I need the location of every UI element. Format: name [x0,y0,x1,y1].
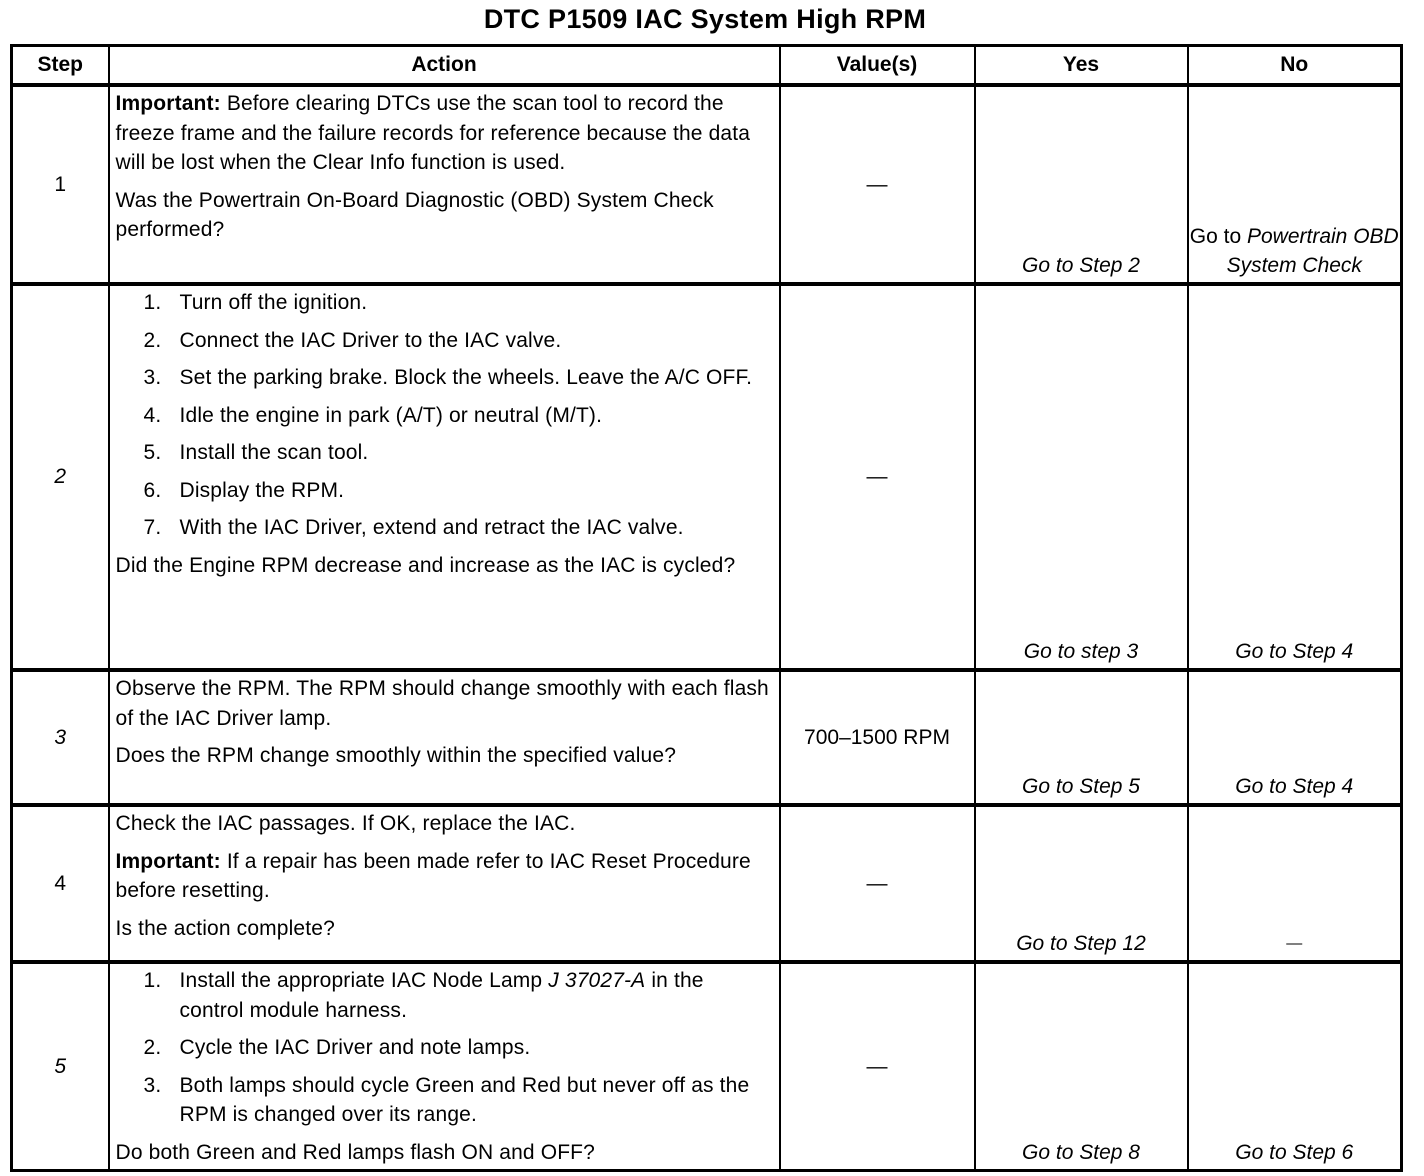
list-item: 1. Install the appropriate IAC Node Lamp J 37027-A in the control module harness. [143,969,704,1022]
list-item: 7. With the IAC Driver, extend and retract the IAC valve. [143,516,684,539]
no-cell: Go to Step 4 [1188,670,1402,805]
value-cell: — [780,284,975,670]
header-values: Value(s) [780,46,975,86]
table-row [12,962,1402,1171]
list-item: 2. Cycle the IAC Driver and note lamps. [143,1036,531,1059]
step-instruction: Observe the RPM. The RPM should change smoothly with each flash of the IAC Driver lamp. [115,677,769,730]
page-title: DTC P1509 IAC System High RPM [483,4,927,34]
list-item: 2. Connect the IAC Driver to the IAC valve. [143,328,562,352]
no-link: Powertrain OBD System Check [1226,225,1399,277]
important-note [116,847,773,906]
no-cell [1188,85,1402,284]
list-item: 1. Turn off the ignition. [143,291,368,314]
header-no: No [1188,46,1402,86]
header-action: Action [109,46,780,86]
step-question: Is the action complete? [115,916,335,940]
step-question: Do both Green and Red lamps flash ON and OFF? [115,1140,595,1164]
action-cell [109,85,780,284]
procedure-list [116,288,773,543]
table-row [12,670,1402,805]
list-item: 5. Install the scan tool. [143,441,369,464]
no-prefix: Go to [1189,225,1247,248]
action-cell [109,670,780,805]
no-cell [1188,805,1402,962]
important-text: If a repair has been made refer to IAC Reset Procedure before resetting. [115,849,751,902]
step-instruction: Check the IAC passages. If OK, replace the IAC. [115,812,576,835]
step-question: Does the RPM change smoothly within the specified value? [115,744,677,767]
yes-cell: Go to Step 8 [975,962,1188,1171]
step-number: 3 [12,670,109,805]
value-cell: — [780,962,975,1171]
step-number: 5 [12,962,109,1171]
list-item: 6. Display the RPM. [143,478,345,502]
important-note [116,89,773,178]
step-question: Did the Engine RPM decrease and increase as the IAC is cycled? [115,553,736,577]
header-step: Step [12,46,109,86]
action-cell [109,962,780,1171]
yes-cell: Go to Step 2 [975,85,1188,284]
tool-number: J 37027-A [548,969,646,992]
yes-cell: Go to Step 5 [975,670,1188,805]
no-cell: Go to Step 6 [1188,962,1402,1171]
step-question: Was the Powertrain On-Board Diagnostic (OBD) System Check performed? [115,188,714,241]
list-item: 3. Both lamps should cycle Green and Red but never off as the RPM is changed over its range. [143,1073,750,1126]
yes-cell: Go to Step 12 [975,805,1188,962]
action-cell [109,284,780,670]
value-cell: — [780,85,975,284]
list-item: 4. Idle the engine in park (A/T) or neutral (M/T). [143,403,603,427]
important-text: Before clearing DTCs use the scan tool to record the freeze frame and the failure records for reference because the data will be lost when the Clear Info function is used. [115,92,751,174]
yes-cell: Go to step 3 [975,284,1188,670]
header-row [12,46,1402,86]
no-dash: — [1286,935,1303,952]
list-item: 3. Set the parking brake. Block the wheels. Leave the A/C OFF. [143,366,753,389]
action-cell [109,805,780,962]
important-label: Important: [115,849,221,873]
diagnostic-table [10,44,1403,1172]
no-cell: Go to Step 4 [1188,284,1402,670]
step-number: 2 [12,284,109,670]
header-yes: Yes [975,46,1188,86]
value-cell: — [780,805,975,962]
value-cell: 700–1500 RPM [780,670,975,805]
procedure-list [116,966,773,1130]
step-number: 4 [12,805,109,962]
table-row [12,284,1402,670]
table-row [12,85,1402,284]
important-label: Important: [115,92,221,115]
table-row [12,805,1402,962]
step-number: 1 [12,85,109,284]
